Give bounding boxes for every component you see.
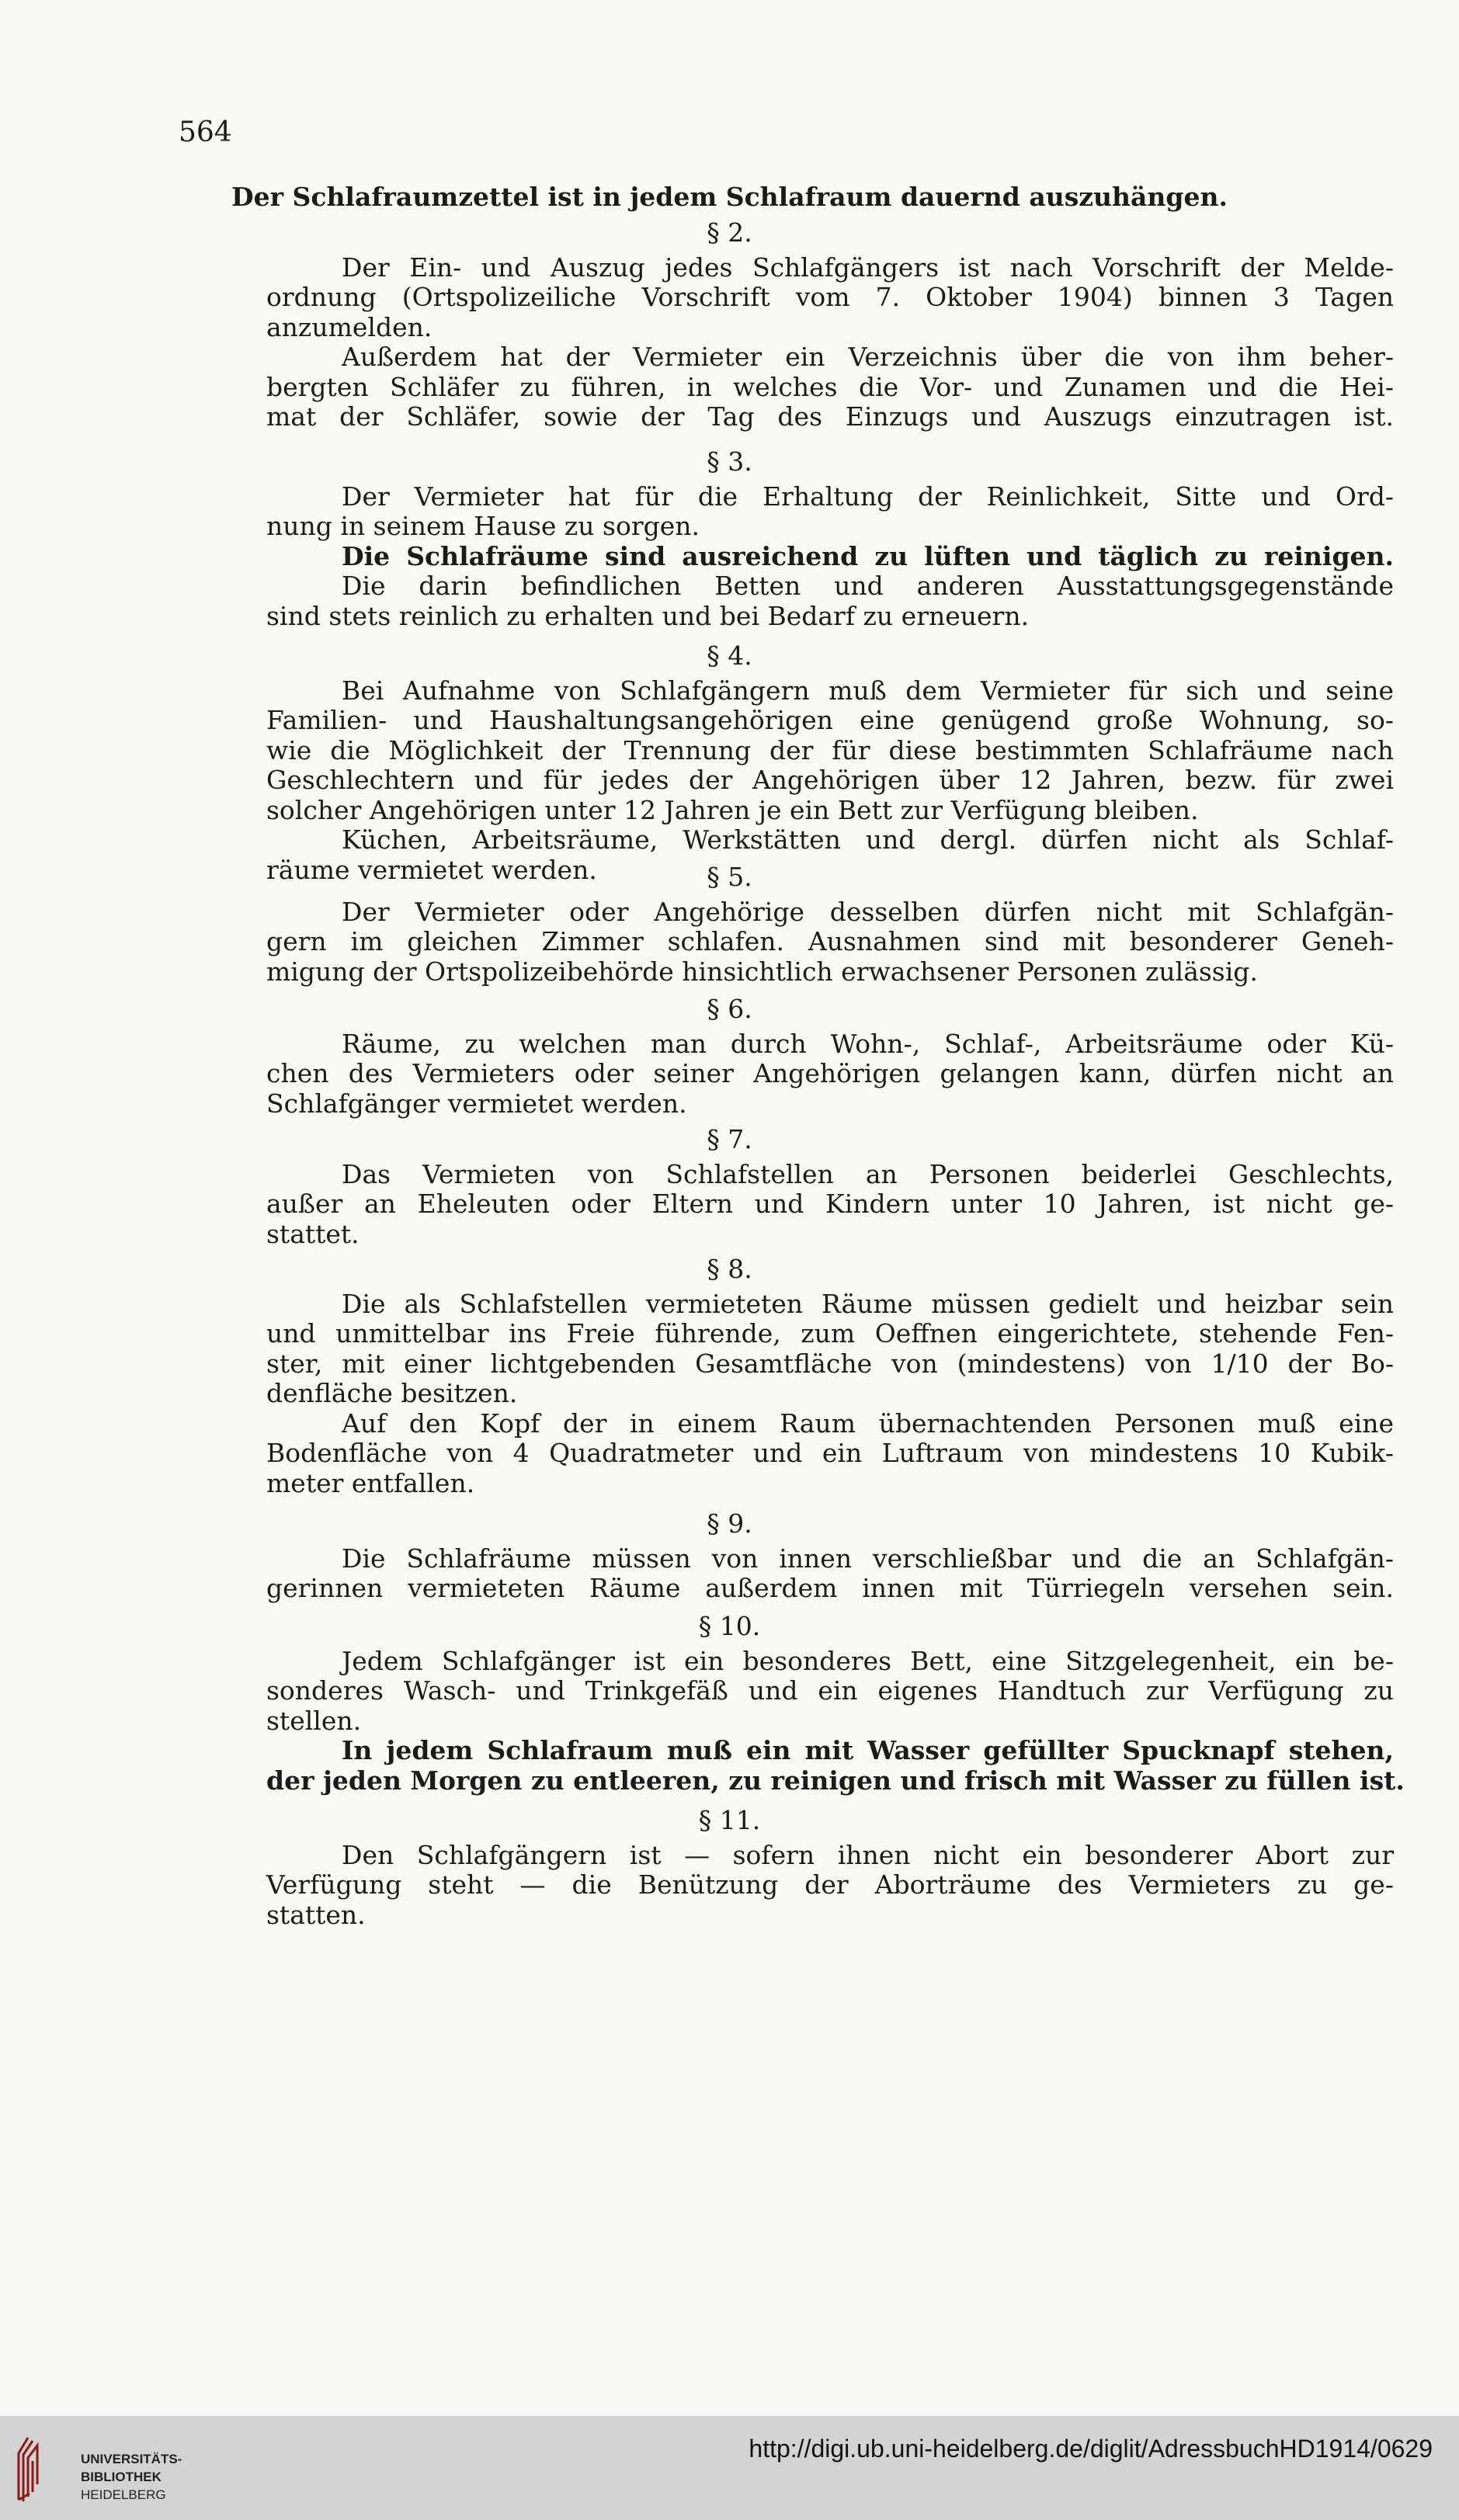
text-line: Den Schlafgängern ist — sofern ihnen nicht ein besonderer Abort zur [342,1839,1394,1870]
heading: Der Schlafraumzettel ist in jedem Schlafraum dauernd auszuhängen. [231,182,1228,212]
footer-bar [0,2416,1459,2520]
text-line: und unmittelbar ins Freie führende, zum Oeffnen eingerichtete, stehende Fen- [266,1318,1394,1349]
section-heading: § 8. [707,1254,752,1284]
library-name-line2: BIBLIOTHEK [81,2470,162,2484]
text-line: sonderes Wasch- und Trinkgefäß und ein eigenes Handtuch zur Verfügung zu [266,1675,1394,1706]
text-line: stellen. [266,1705,362,1736]
text-line: gern im gleichen Zimmer schlafen. Ausnahmen sind mit besonderer Geneh- [266,926,1394,956]
text-line: Verfügung steht — die Benützung der Aborträume des Vermieters zu ge- [266,1869,1394,1900]
section-heading: § 6. [707,994,752,1024]
section-heading: § 11. [698,1805,761,1835]
text-line: stattet. [266,1218,360,1249]
section-heading: § 3. [707,446,752,477]
text-line: Familien- und Haushaltungsangehörigen eine genügend große Wohnung, so- [266,705,1394,735]
text-line: anzumelden. [266,311,432,342]
text-line: Die Schlafräume müssen von innen verschließbar und die an Schlafgän- [342,1543,1394,1574]
text-line: Schlafgänger vermietet werden. [266,1088,687,1119]
text-line: wie die Möglichkeit der Trennung der für diese bestimmten Schlafräume nach [266,734,1394,765]
source-url-link[interactable]: http://digi.ub.uni-heidelberg.de/diglit/AdressbuchHD1914/0629 [749,2435,1433,2463]
text-line: denfläche besitzen. [266,1378,518,1408]
text-line: Der Vermieter oder Angehörige desselben dürfen nicht mit Schlafgän- [342,896,1394,927]
text-line: außer an Eheleuten oder Eltern und Kindern unter 10 Jahren, ist nicht ge- [266,1189,1394,1219]
section-heading: § 7. [707,1124,752,1154]
text-line: Die Schlafräume sind ausreichend zu lüften und täglich zu reinigen. [342,540,1394,571]
text-line: Die als Schlafstellen vermieteten Räume müssen gedielt und heizbar sein [342,1288,1394,1319]
text-line: Außerdem hat der Vermieter ein Verzeichnis über die von ihm beher- [342,342,1394,372]
text-line: Bodenfläche von 4 Quadratmeter und ein Luftraum von mindestens 10 Kubik- [266,1438,1394,1468]
text-line: Auf den Kopf der in einem Raum übernachtenden Personen muß eine [342,1408,1394,1439]
section-heading: § 10. [698,1611,761,1641]
text-line: Räume, zu welchen man durch Wohn-, Schlaf-, Arbeitsräume oder Kü- [342,1028,1394,1059]
section-heading: § 2. [707,217,752,248]
section-heading: § 9. [707,1508,752,1539]
text-line: ordnung (Ortspolizeiliche Vorschrift vom 7. Oktober 1904) binnen 3 Tagen [266,282,1394,312]
text-line: Bei Aufnahme von Schlafgängern muß dem Vermieter für sich und seine [342,675,1394,706]
text-line: nung in seinem Hause zu sorgen. [266,511,700,541]
text-line: mat der Schläfer, sowie der Tag des Einzugs und Auszugs einzutragen ist. [266,401,1394,432]
text-line: ster, mit einer lichtgebenden Gesamtfläche von (mindestens) von 1/10 der Bo- [266,1348,1394,1379]
text-line: In jedem Schlafraum muß ein mit Wasser gefüllter Spucknapf stehen, [342,1735,1394,1765]
text-line: Der Vermieter hat für die Erhaltung der Reinlichkeit, Sitte und Ord- [342,481,1394,512]
text-line: Geschlechtern und für jedes der Angehörigen über 12 Jahren, bezw. für zwei [266,765,1394,795]
text-line: sind stets reinlich zu erhalten und bei Bedarf zu erneuern. [266,600,1030,631]
library-name-line1: UNIVERSITÄTS- [81,2452,182,2466]
text-line: Die darin befindlichen Betten und anderen Ausstattungsgegenstände [342,571,1394,601]
library-name-line3: HEIDELBERG [81,2487,166,2502]
text-line: gerinnen vermieteten Räume außerdem innen mit Türriegeln versehen sein. [266,1573,1394,1603]
text-line: Küchen, Arbeitsräume, Werkstätten und dergl. dürfen nicht als Schlaf- [342,824,1394,855]
text-line: bergten Schläfer zu führen, in welches die Vor- und Zunamen und die Hei- [266,371,1394,402]
text-line: chen des Vermieters oder seiner Angehörigen gelangen kann, dürfen nicht an [266,1058,1394,1088]
text-line: statten. [266,1899,366,1930]
text-line: migung der Ortspolizeibehörde hinsichtlich erwachsener Personen zulässig. [266,956,1258,987]
text-line: Jedem Schlafgänger ist ein besonderes Bett, eine Sitzgelegenheit, ein be- [342,1645,1394,1676]
text-line: räume vermietet werden. [266,854,597,885]
section-heading: § 5. [707,862,752,892]
text-line: Der Ein- und Auszug jedes Schlafgängers ist nach Vorschrift der Melde- [342,252,1394,283]
text-line: solcher Angehörigen unter 12 Jahren je ein Bett zur Verfügung bleiben. [266,794,1199,825]
text-line: Das Vermieten von Schlafstellen an Personen beiderlei Geschlechts, [342,1158,1394,1189]
text-line: der jeden Morgen zu entleeren, zu reinigen und frisch mit Wasser zu füllen ist. [266,1765,1405,1796]
library-logo-icon [11,2430,73,2508]
text-line: meter entfallen. [266,1467,475,1498]
page-number: 564 [179,116,232,148]
section-heading: § 4. [707,640,752,671]
